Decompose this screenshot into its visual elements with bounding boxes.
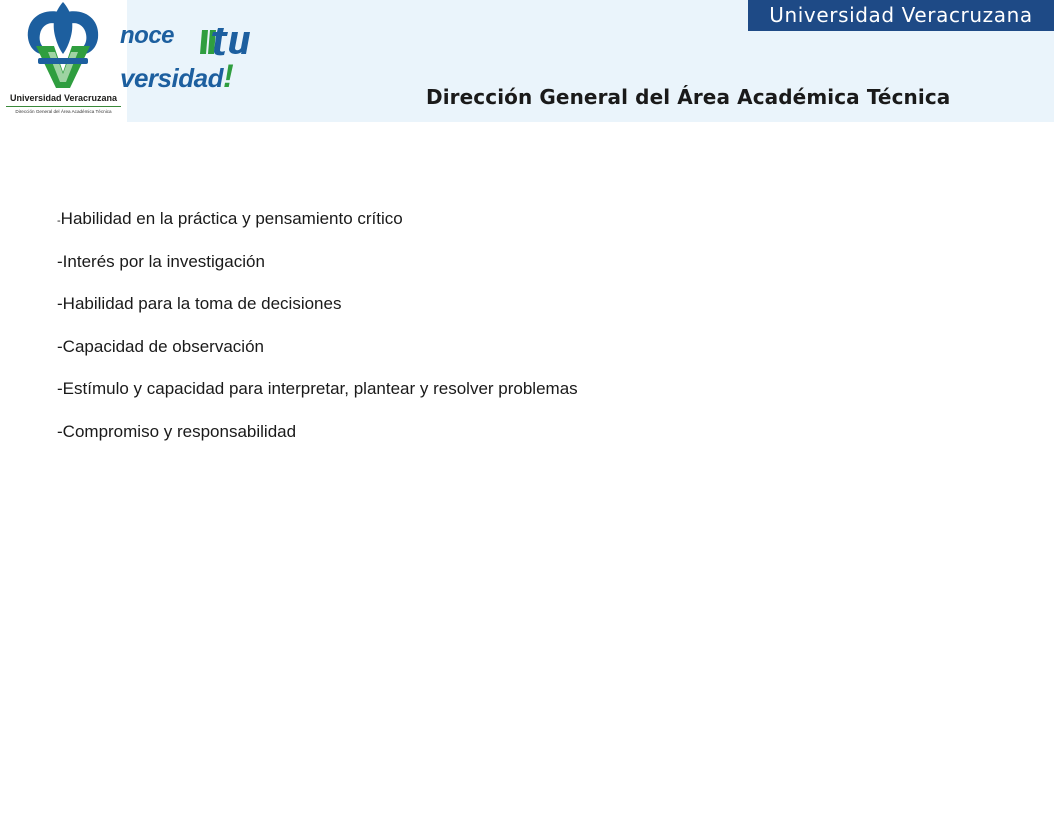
list-item-dash: - [57,336,63,356]
list-item-dash: - [57,215,61,227]
page-title: Dirección General del Área Académica Técnica [426,85,951,109]
skills-list [57,207,578,463]
list-item-dash: - [57,421,63,441]
list-item-text: Compromiso y responsabilidad [62,421,297,441]
campaign-line-1: noce [120,22,175,49]
list-item-dash: - [57,379,63,399]
campaign-line-2 [120,58,233,95]
campaign-line-2-text: versidad [120,63,223,93]
university-logo [0,0,127,122]
list-item-text: Capacidad de observación [62,336,264,356]
list-item [57,377,578,420]
list-item [57,207,578,250]
university-banner: Universidad Veracruzana [748,0,1054,31]
list-item-dash: - [57,251,63,271]
tu-mark-icon [198,26,258,56]
logo-university-name: Universidad Veracruzana [9,93,118,103]
list-item-text: Estímulo y capacidad para interpretar, plantear y resolver problemas [62,379,578,399]
list-item-text: Habilidad en la práctica y pensamiento crítico [60,209,403,228]
list-item [57,335,578,378]
list-item [57,292,578,335]
list-item-text: Interés por la investigación [62,251,265,271]
campaign-exclamation: ! [222,58,234,94]
campaign-logo [120,22,280,97]
list-item [57,250,578,293]
list-item-text: Habilidad para la toma de decisiones [62,294,342,314]
flor-de-lis-icon [22,2,104,92]
logo-subtitle: Dirección General del Área Académica Técnica [15,109,112,114]
list-item [57,420,578,463]
list-item-dash: - [57,294,63,314]
logo-divider [6,106,121,107]
